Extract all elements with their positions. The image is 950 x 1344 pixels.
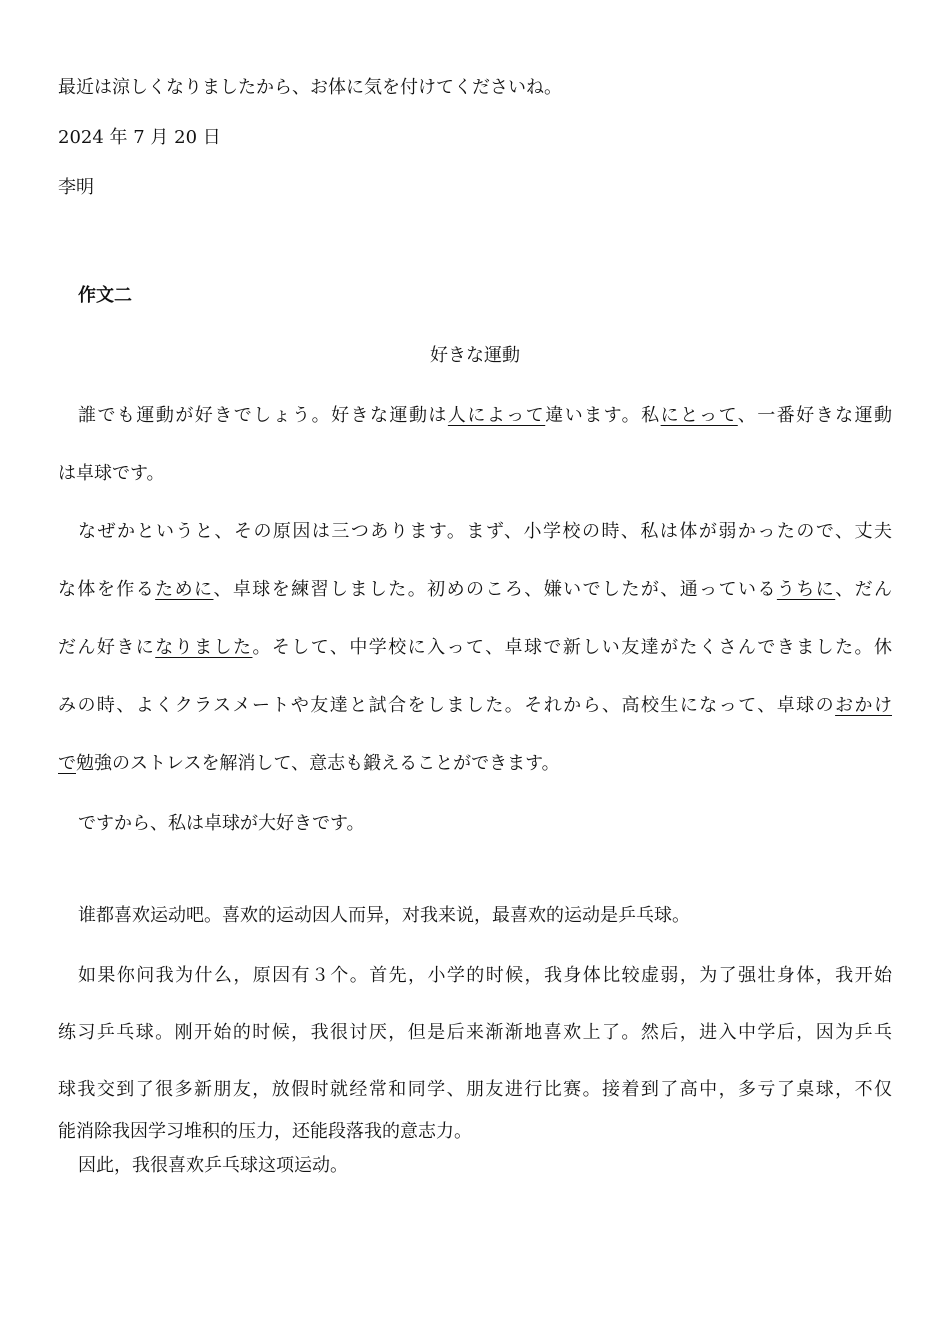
translation-p2-line4: 能消除我因学习堆积的压力，还能段落我的意志力。 xyxy=(58,1121,472,1142)
grammar-underline: うちに xyxy=(776,579,836,600)
translation-p3: 因此，我很喜欢乒乓球这项运动。 xyxy=(78,1155,348,1176)
letter-signature: 李明 xyxy=(58,177,94,198)
letter-date: 2024 年 7 月 20 日 xyxy=(58,127,221,148)
grammar-underline: おかけ xyxy=(835,695,892,716)
grammar-underline: にとって xyxy=(660,405,738,426)
grammar-underline: 人によって xyxy=(447,405,546,426)
essay-p2-line3: だん好きになりました。そして、中学校に入って、卓球で新しい友達がたくさんできました。休 xyxy=(58,637,893,658)
grammar-underline: なりました xyxy=(155,637,253,658)
essay-p2-line2: な体を作るために、卓球を練習しました。初めのころ、嫌いでしたが、通っているうちに、だん xyxy=(58,579,893,600)
essay-p2-line1: なぜかというと、その原因は三つあります。まず、小学校の時、私は体が弱かったので、丈夫 xyxy=(78,521,892,542)
grammar-underline: ために xyxy=(155,579,214,600)
essay-p1-line2: は卓球です。 xyxy=(58,463,165,484)
essay-p3: ですから、私は卓球が大好きです。 xyxy=(78,813,365,834)
translation-p1: 谁都喜欢运动吧。喜欢的运动因人而异，对我来说，最喜欢的运动是乒乓球。 xyxy=(78,905,690,926)
essay-heading: 作文二 xyxy=(78,285,132,306)
essay-title: 好きな運動 xyxy=(430,345,520,366)
essay-p2-line5: で勉強のストレスを解消して、意志も鍛えることができます。 xyxy=(58,753,560,774)
essay-p2-line4: みの時、よくクラスメートや友達と試合をしました。それから、高校生になって、卓球のおかけ xyxy=(58,695,892,716)
grammar-underline: で xyxy=(58,753,76,774)
translation-p2-line2: 练习乒乓球。刚开始的时候，我很讨厌，但是后来渐渐地喜欢上了。然后，进入中学后，因为乒乓 xyxy=(58,1022,892,1043)
essay-p1-line1: 誰でも運動が好きでしょう。好きな運動は人によって違います。私にとって、一番好きな運動 xyxy=(78,405,893,426)
translation-p2-line3: 球我交到了很多新朋友，放假时就经常和同学、朋友进行比赛。接着到了高中，多亏了桌球，不仅 xyxy=(58,1079,892,1100)
translation-p2-line1: 如果你问我为什么，原因有３个。首先，小学的时候，我身体比较虚弱，为了强壮身体，我开始 xyxy=(78,965,892,986)
letter-closing: 最近は涼しくなりましたから、お体に気を付けてくださいね。 xyxy=(58,77,562,98)
